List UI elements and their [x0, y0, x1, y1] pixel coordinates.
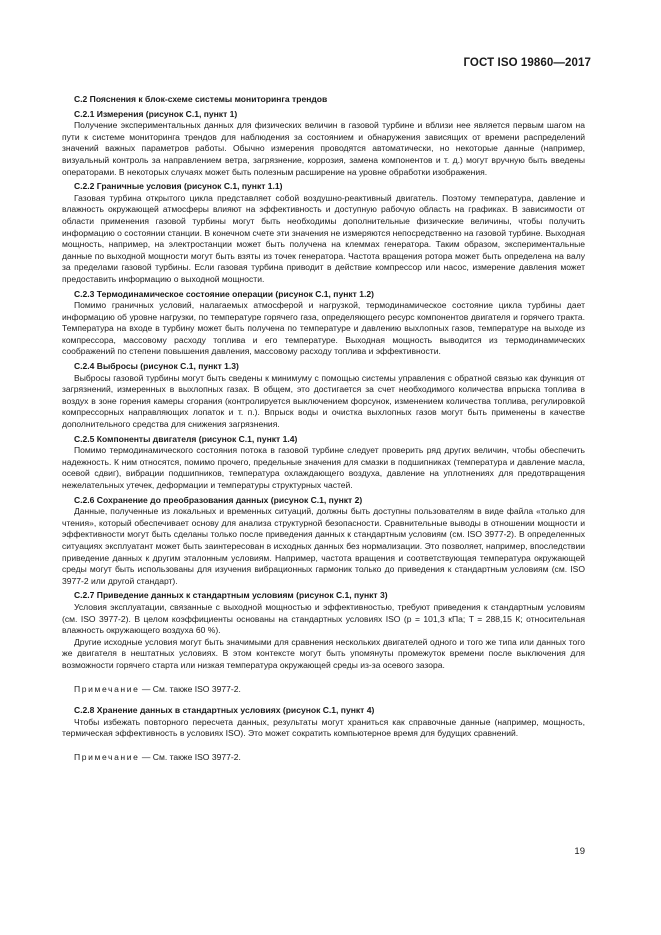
paragraph: Другие исходные условия могут быть значимыми для сравнения нескольких двигателей одного и того же типа или данных того же двигателя в нештатных условиях. В этом контексте могут быть упомянуты промежуток времени после выключения для возможности горячего старта или низкая температура окружающей среды из-за осевого зазора.: [62, 636, 585, 670]
paragraph: Получение экспериментальных данных для физических величин в газовой турбине и вблизи нее является первым шагом на пути к системе мониторинга трендов для наблюдения за состоянием и обнаружения зависящих от времени распределений значений важных параметров работы. Обычно измерения проводятся автоматически, но некоторые данные (например, визуальный контроль за направлением ветра, загрязнение, коррозия, замена компонентов и т. д.) могут вручную быть введены операторами. В некоторых случаях может быть полезным расширение на уровне обработки изображения.: [62, 120, 585, 177]
subsection-heading-c25: С.2.5 Компоненты двигателя (рисунок С.1, пункт 1.4): [74, 433, 298, 444]
page-number: 19: [574, 846, 585, 857]
subsection-heading-c26: С.2.6 Сохранение до преобразования данных (рисунок С.1, пункт 2): [74, 494, 363, 505]
subsection-heading-c27: С.2.7 Приведение данных к стандартным условиям (рисунок С.1, пункт 3): [74, 590, 388, 601]
paragraph: Данные, полученные из локальных и временных ситуаций, должны быть доступны пользователям в виде файла «только для чтения», который обеспечивает основу для анализа структурной безопасности. Сравнительные выводы в отношении мощности и эффективности могут быть сделаны только после приведения данных к стандартным условиям (см. ISO 3977-2). В определенных ситуациях эксплуатант может быть заинтересован в исходных данных без нормализации. Это позволяет, например, впоследствии приведение данных к другим эталонным условиям. Например, частота вращения и соответствующая температура окружающей среды могут быть использованы для изучения вибрационных гармоник только до приведения к стандартным условиям (см. ISO 3977-2 или другой стандарт).: [62, 506, 585, 586]
note: [74, 684, 585, 696]
paragraph: Газовая турбина открытого цикла представляет собой воздушно-реактивный двигатель. Поэтому температура, давление и влажность окружающей атмосферы влияют на эффективность и доступную рабочую область на графиках. В зависимости от области применения газовой турбины могут быть необходимы дополнительные физические величины, чтобы получить информацию о состоянии станции. В конечном счете эти значения не измеряются непосредственно на газовой турбине. Выходная мощность, например, на электростанции может быть получена на клеммах генератора. Таким образом, экспериментальные данные по выходной мощности могут быть взяты из точек генератора. Частота вращения ротора может быть определена на валу за пределами газовой турбины. Если газовая турбина приводит в действие компрессор или насос, измерение давления может предоставить информацию о выходной мощности.: [62, 192, 585, 284]
note-label: Примечание: [74, 751, 140, 762]
subsection-heading-c22: С.2.2 Граничные условия (рисунок С.1, пункт 1.1): [74, 181, 283, 192]
subsection-heading-c28: С.2.8 Хранение данных в стандартных условиях (рисунок С.1, пункт 4): [74, 705, 375, 716]
note-text: — См. также ISO 3977-2.: [139, 683, 241, 694]
note-label: Примечание: [74, 683, 140, 694]
subsection-heading-c24: С.2.4 Выбросы (рисунок С.1, пункт 1.3): [74, 361, 239, 372]
paragraph: Помимо граничных условий, налагаемых атмосферой и нагрузкой, термодинамическое состояние цикла турбины дает информацию об уровне нагрузки, по температуре горячего газа, определяющего ресурс компонентов двигателя и горячего тракта. Температура на входе в турбину может быть получена по температуре и давлению выхлопных газов, температуре на выходе из компрессора, массовому расходу топлива и его температуре. Выходная мощность выводится из термодинамических соображений по степени повышения давления, массовому расходу топлива и эффективности.: [62, 300, 585, 357]
paragraph: Условия эксплуатации, связанные с выходной мощностью и эффективностью, требуют приведения к стандартным условиям (см. ISO 3977-2). В целом коэффициенты основаны на стандартных условиях ISO (p = 101,3 кПа; T = 288,15 К; относительная влажность окружающего воздуха 60 %).: [62, 601, 585, 636]
note-text: — См. также ISO 3977-2.: [139, 751, 241, 762]
paragraph: Помимо термодинамического состояния потока в газовой турбине следует проверить ряд других величин, чтобы обеспечить надежность. К ним относятся, помимо прочего, предельные значения для смазки в подшипниках (температура и давление масла, осевой сдвиг), вибрации подшипников, температура охлаждающего воздуха, давление на уплотнениях для предотвращения нежелательных утечек, деформации и температуры структурных частей.: [62, 445, 585, 490]
section-title: С.2 Пояснения к блок-схеме системы мониторинга трендов: [74, 94, 328, 104]
note: [74, 752, 585, 764]
document-body: [62, 94, 585, 763]
subsection-heading-c23: С.2.3 Термодинамическое состояние операции (рисунок С.1, пункт 1.2): [74, 288, 374, 299]
subsection-heading-c21: С.2.1 Измерения (рисунок С.1, пункт 1): [74, 108, 238, 119]
paragraph: Чтобы избежать повторного пересчета данных, результаты могут храниться как справочные данные (например, мощность, термическая эффективность в условиях ISO). Это может сократить компьютерное время для будущих сравнений.: [62, 716, 585, 739]
paragraph: Выбросы газовой турбины могут быть сведены к минимуму с помощью системы управления с обратной связью как функция от загрязнений, измеренных в выхлопных газах. В общем, это достигается за счет необходимого количества впрыска топлива в воздух в зоне горения камеры сгорания (контролируется выключением форсунок, изменением количества топлива, регулировкой компрессорных направляющих лопаток и т. п.). Впрыск воды и очистка выхлопных газов могут быть применены в качестве дополнительного средства для снижения загрязнения.: [62, 372, 585, 430]
document-id-header: ГОСТ ISO 19860—2017: [463, 57, 591, 69]
